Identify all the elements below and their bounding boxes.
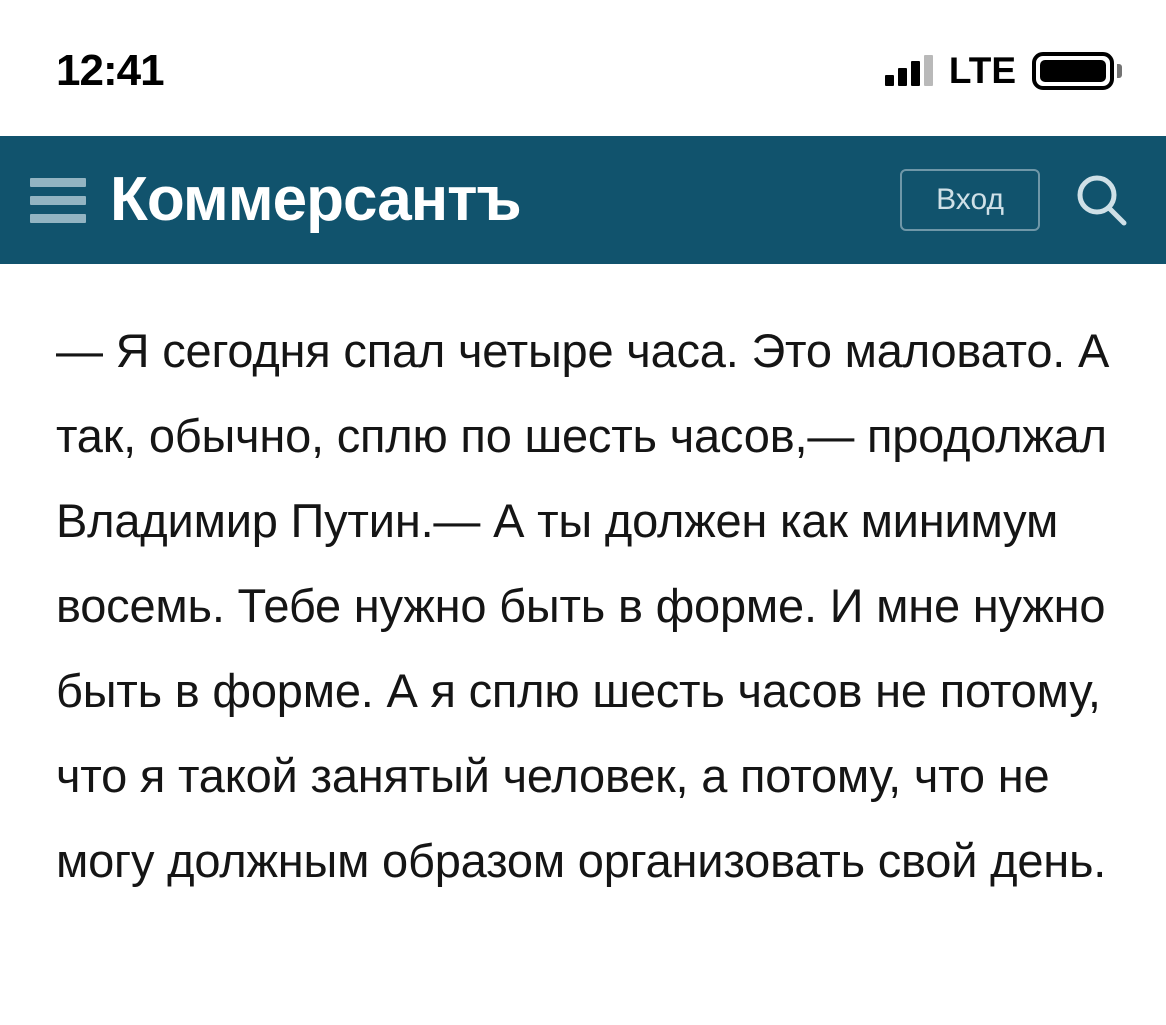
hamburger-menu-icon[interactable] (30, 178, 86, 223)
site-header (0, 136, 1166, 264)
status-bar (0, 0, 1166, 136)
article-paragraph: — Я сегодня спал четыре часа. Это маловато. А так, обычно, сплю по шесть часов,— продолжал Владимир Путин.— А ты должен как минимум восемь. Тебе нужно быть в форме. И мне нужно быть в форме. А я сплю шесть часов не потому, что я такой занятый человек, а потому, что не могу должным образом организовать свой день. (56, 324, 1110, 887)
login-button[interactable]: Вход (900, 169, 1040, 231)
battery-full-icon (1032, 52, 1122, 90)
article-body (0, 264, 1166, 903)
search-icon[interactable] (1070, 169, 1132, 231)
signal-bars-icon (885, 56, 933, 86)
status-bar-time: 12:41 (56, 46, 164, 95)
site-brand-title[interactable]: Коммерсантъ (110, 165, 521, 234)
carrier-label: LTE (948, 50, 1016, 91)
status-bar-indicators (885, 50, 1122, 92)
